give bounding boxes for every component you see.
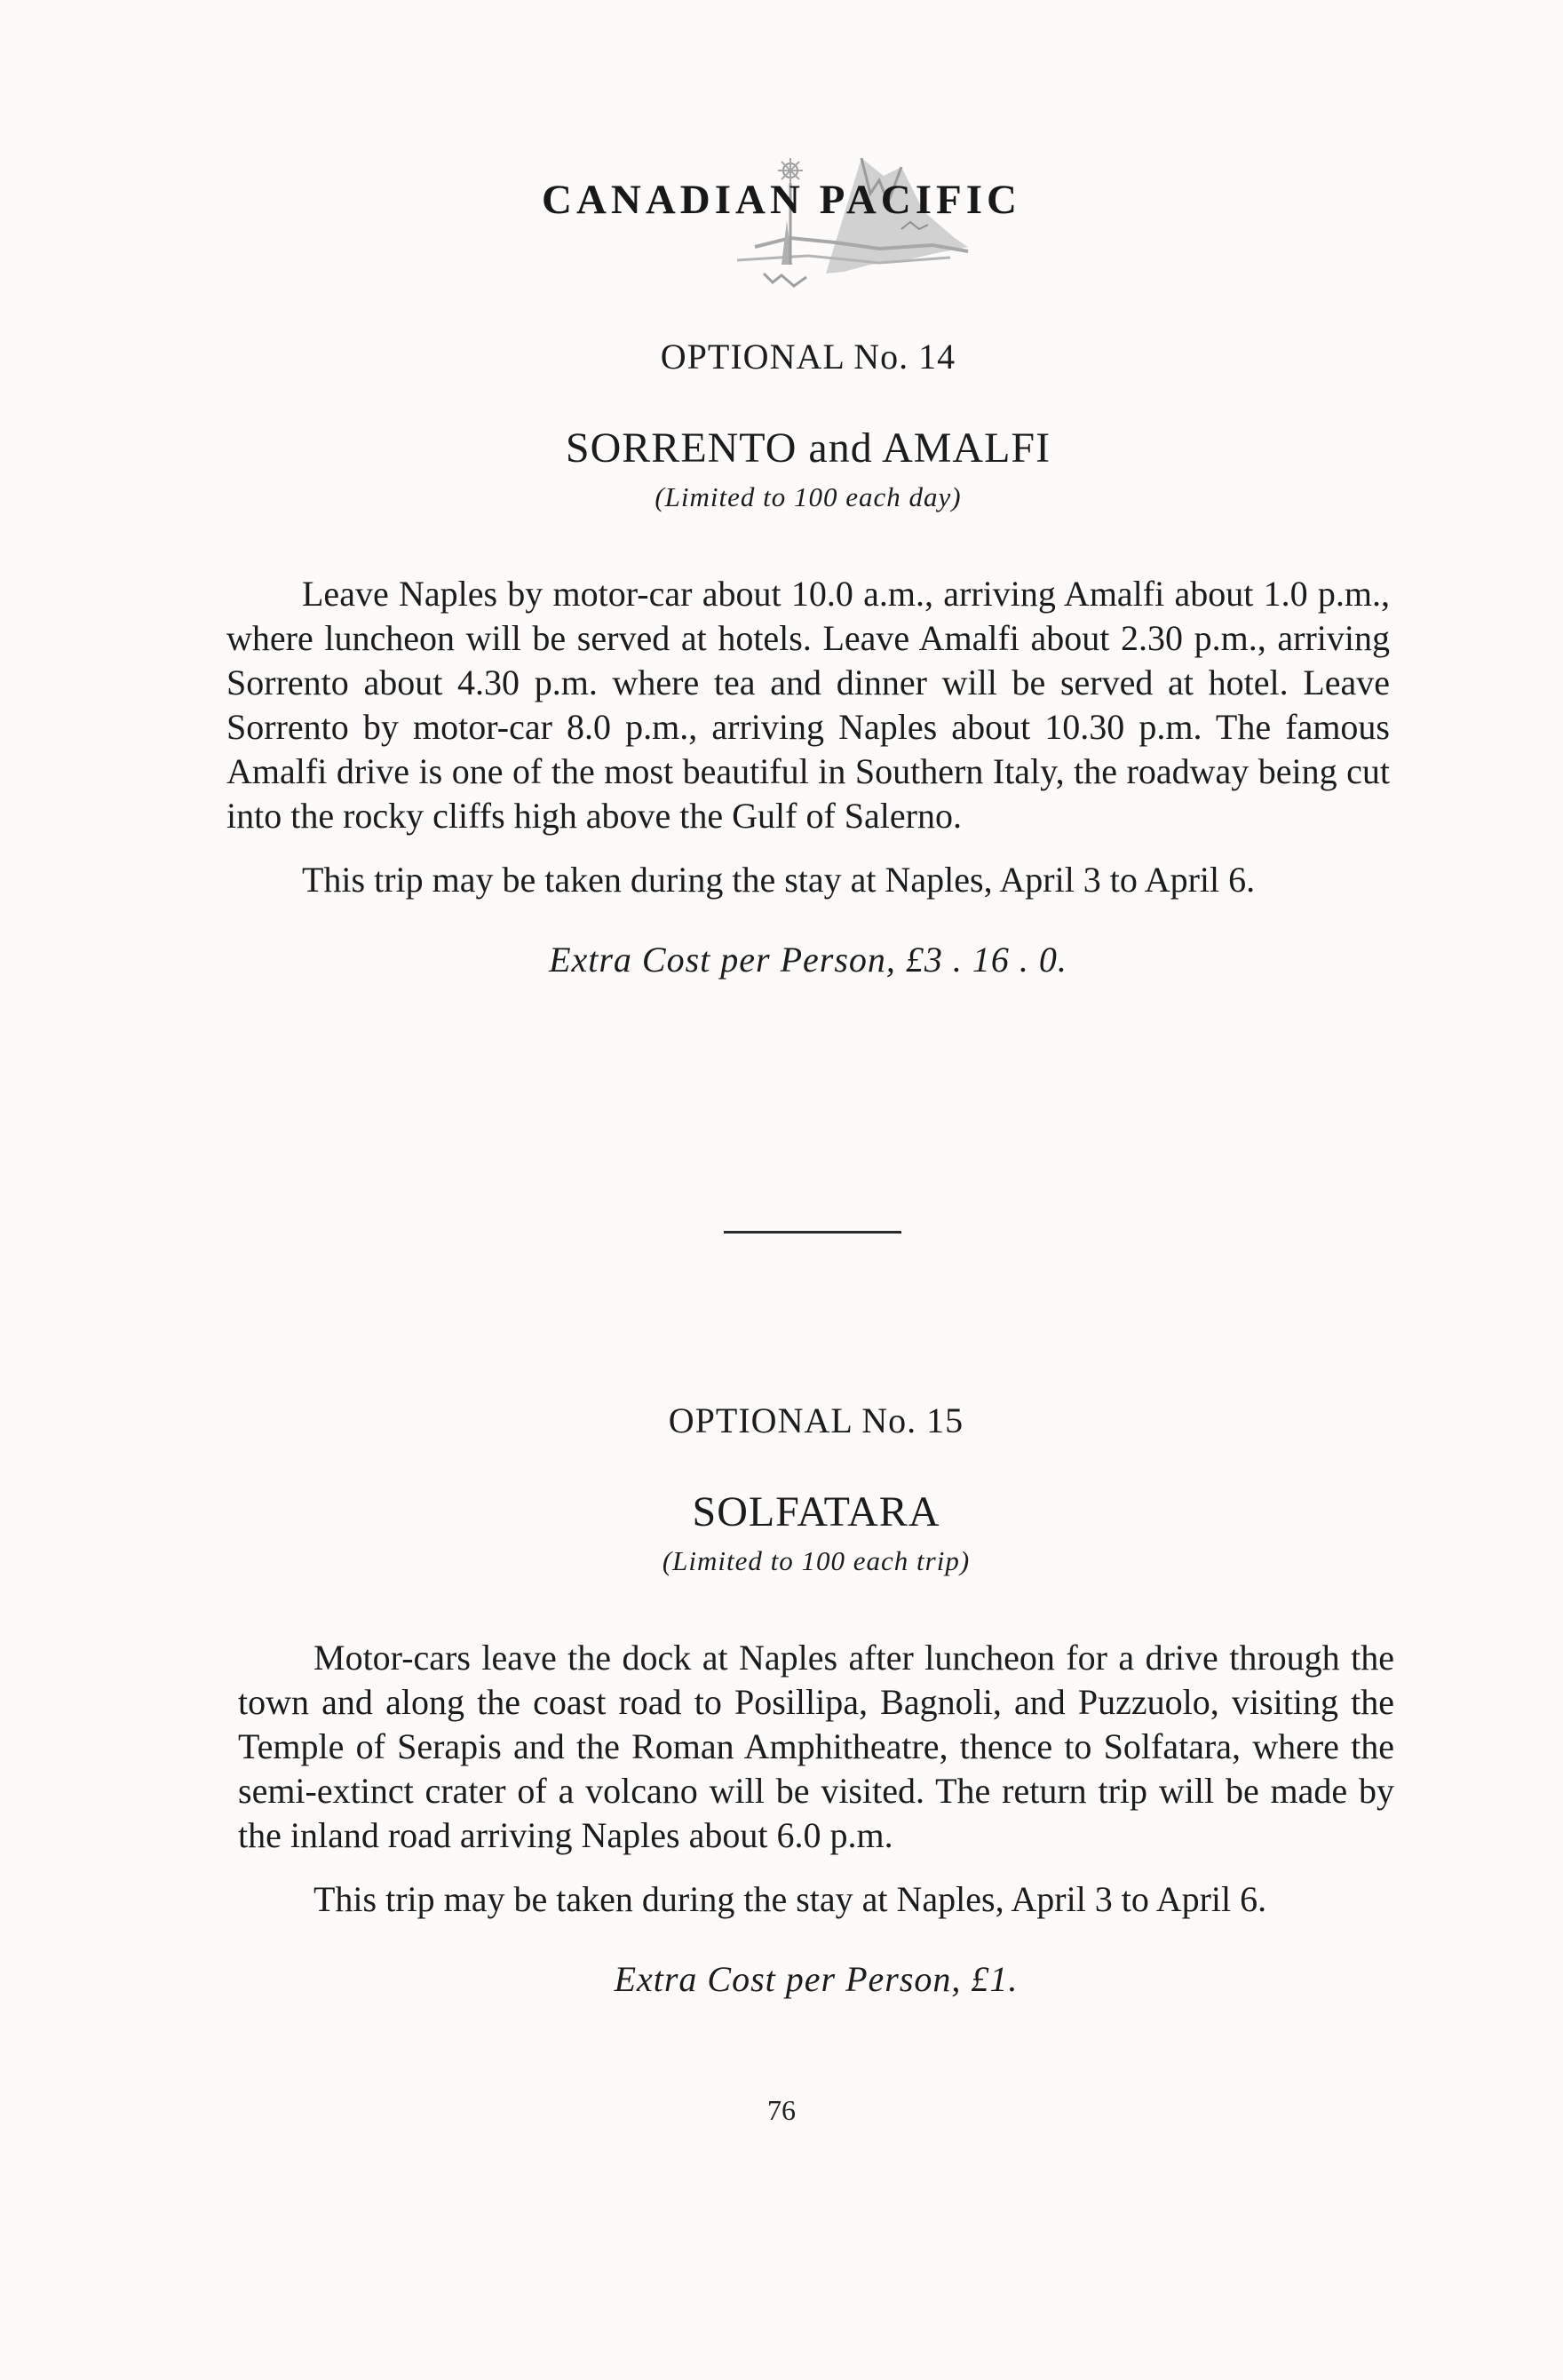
option-label: OPTIONAL No. 14 xyxy=(660,337,956,377)
dates-paragraph: This trip may be taken during the stay at Naples, April 3 to April 6. xyxy=(302,860,1256,900)
extra-cost: Extra Cost per Person, £3 . 16 . 0. xyxy=(549,940,1067,980)
extra-cost: Extra Cost per Person, £1. xyxy=(614,1959,1019,1999)
section-divider xyxy=(724,1231,901,1234)
dates-paragraph: This trip may be taken during the stay at Naples, April 3 to April 6. xyxy=(313,1879,1267,1919)
header-title: CANADIAN PACIFIC xyxy=(542,177,1021,223)
excursion-title: SOLFATARA xyxy=(692,1488,940,1535)
limit-note: (Limited to 100 each day) xyxy=(655,481,962,512)
description-paragraph: Leave Naples by motor-car about 10.0 a.m., arriving Amalfi about 1.0 p.m., where luncheon will be served at hotels. Leave Amalfi about 2.30 p.m., arriving Sorrento about 4.30 p.m. where tea and dinner will be served at hotel. Leave Sorrento by motor-car 8.0 p.m., arriving Naples about 10.30 p.m. The famous Amalfi drive is one of the most beautiful in Southern Italy, the roadway being cut into the rocky cliffs high above the Gulf of Salerno. xyxy=(226,574,1390,836)
excursion-title: SORRENTO and AMALFI xyxy=(565,424,1051,472)
optional-section-14 xyxy=(226,330,1390,982)
option-label: OPTIONAL No. 15 xyxy=(668,1400,964,1440)
description-paragraph: Motor-cars leave the dock at Naples after luncheon for a drive through the town and along the coast road to Posillipa, Bagnoli, and Puzzuolo, visiting the Temple of Serapis and the Roman Amphitheatre, thence to Solfatara, where the semi-extinct crater of a volcano will be visited. The return trip will be made by the inland road arriving Naples about 6.0 p.m. xyxy=(238,1638,1394,1855)
limit-note: (Limited to 100 each trip) xyxy=(662,1545,971,1576)
page-header xyxy=(0,133,1563,293)
optional-section-15 xyxy=(238,1394,1394,2002)
page-number: 76 xyxy=(767,2094,796,2126)
